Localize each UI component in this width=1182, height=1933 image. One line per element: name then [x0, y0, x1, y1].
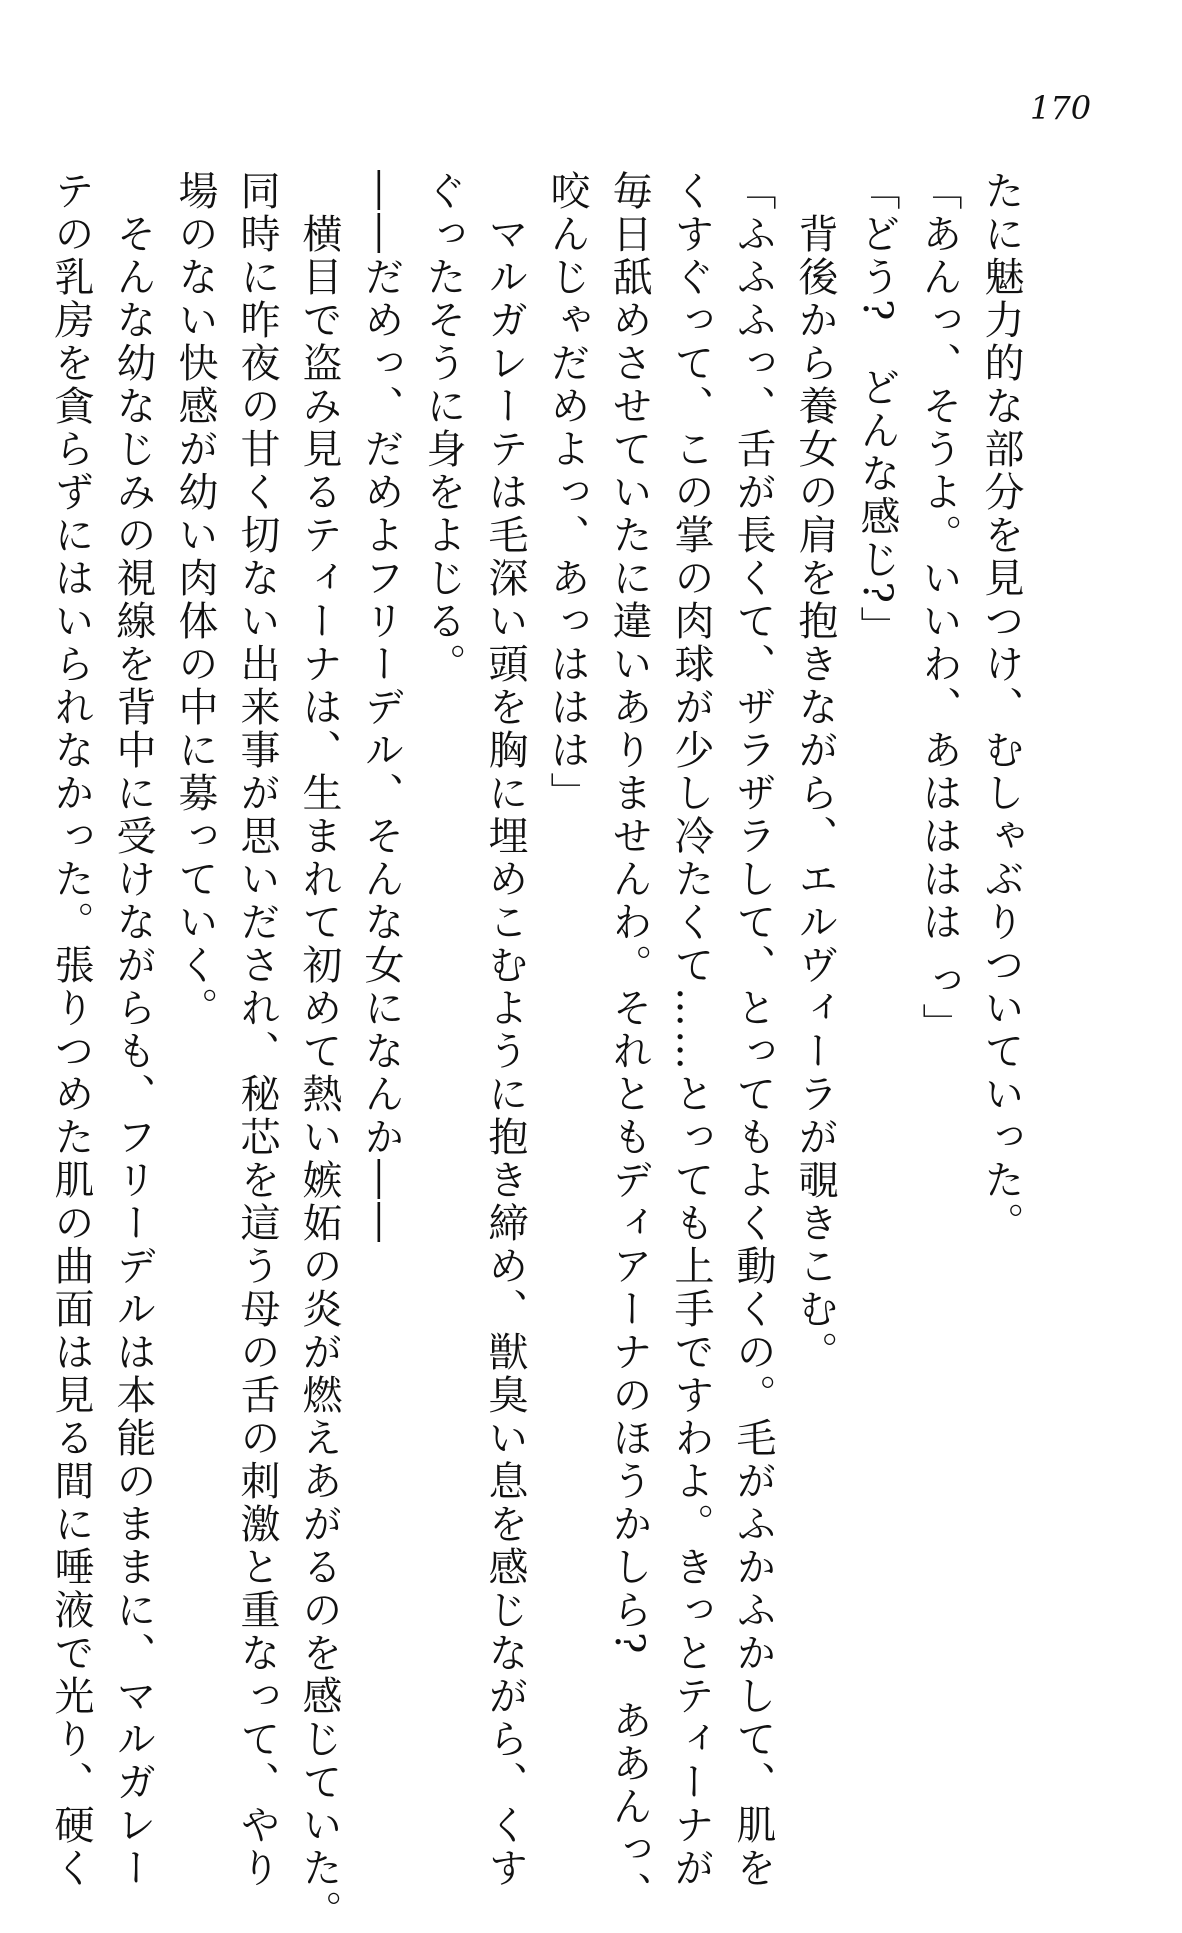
- text-line: 同時に昨夜の甘く切ない出来事が思いだされ、秘芯を這う母の舌の刺激と重なって、やり: [234, 170, 280, 1890]
- text-line: マルガレーテは毛深い頭を胸に埋めこむように抱き締め、獣臭い息を感じながら、くす: [482, 170, 528, 1890]
- text-line: そんな幼なじみの視線を背中に受けながらも、フリーデルは本能のままに、マルガレー: [110, 170, 156, 1890]
- vertical-text-block: [40, 170, 1032, 1933]
- text-line: ぐったそうに身をよじる。: [420, 170, 466, 686]
- text-line: 毎日舐めさせていたに違いありませんわ。それともディアーナのほうかしら? ああんっ、: [606, 170, 652, 1915]
- text-line: 「ふふふっ、舌が長くて、ザラザラして、とってもよく動くの。毛がふかふかして、肌を: [730, 170, 776, 1890]
- text-line: 「どう? どんな感じ?」: [854, 170, 900, 649]
- text-line: たに魅力的な部分を見つけ、むしゃぶりついていった。: [978, 170, 1024, 1245]
- page-number: 170: [1030, 89, 1092, 127]
- text-line: 場のない快感が幼い肉体の中に募っていく。: [172, 170, 218, 1030]
- text-line: 「あんっ、そうよ。いいわ、あはははは っ」: [916, 170, 962, 1046]
- text-line: 横目で盗み見るティーナは、生まれて初めて熱い嫉妬の炎が燃えあがるのを感じていた。: [296, 170, 342, 1933]
- text-line: くすぐって、この掌の肉球が少し冷たくて……とっても上手ですわよ。きっとティーナが: [668, 170, 714, 1890]
- text-line: 背後から養女の肩を抱きながら、エルヴィーラが覗きこむ。: [792, 170, 838, 1374]
- text-line: 咬んじゃだめよっ、あっははは」: [544, 170, 590, 815]
- text-line: ――だめっ、だめよフリーデル、そんな女になんか――: [358, 170, 404, 1245]
- text-line: テの乳房を貪らずにはいられなかった。張りつめた肌の曲面は見る間に唾液で光り、硬く: [48, 170, 94, 1890]
